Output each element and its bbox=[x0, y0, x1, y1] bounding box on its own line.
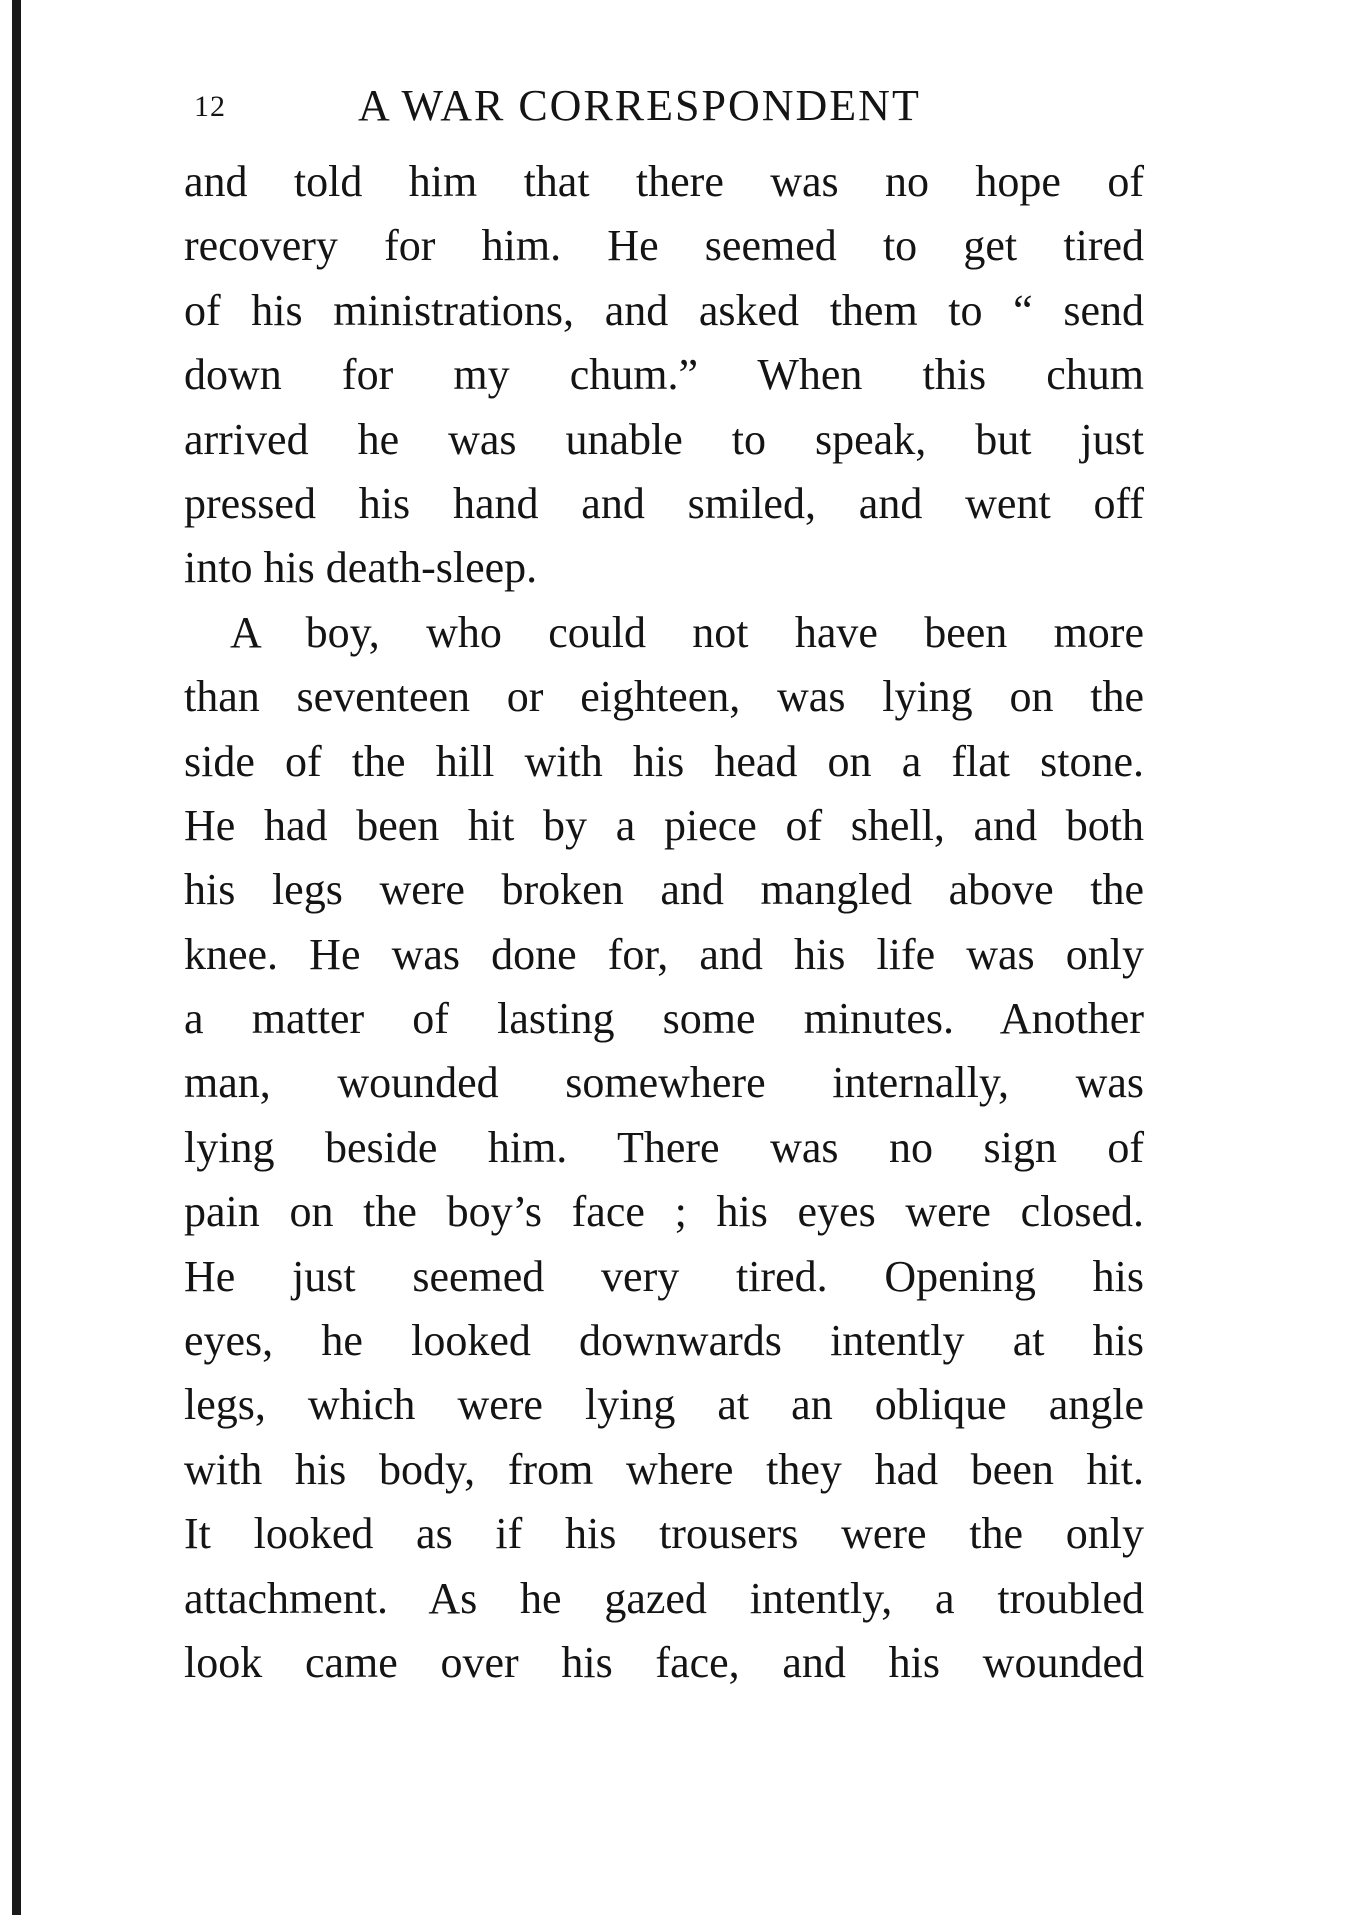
text-line: of his ministrations, and asked them to “ send bbox=[184, 285, 1144, 335]
text-line: recovery for him. He seemed to get tired bbox=[184, 221, 1144, 271]
running-head bbox=[184, 80, 1144, 150]
text-line: It looked as if his trousers were the only bbox=[184, 1509, 1144, 1559]
text-line: legs, which were lying at an oblique angle bbox=[184, 1380, 1144, 1430]
text-line: than seventeen or eighteen, was lying on the bbox=[184, 672, 1144, 722]
text-line: He just seemed very tired. Opening his bbox=[184, 1251, 1144, 1301]
paragraph-end-line: into his death-sleep. bbox=[184, 543, 538, 593]
text-line: side of the hill with his head on a flat stone. bbox=[184, 736, 1144, 786]
text-line: knee. He was done for, and his life was only bbox=[184, 929, 1144, 979]
text-line: a matter of lasting some minutes. Another bbox=[184, 994, 1144, 1044]
page-number: 12 bbox=[194, 90, 226, 123]
text-line: with his body, from where they had been hit. bbox=[184, 1444, 1144, 1494]
paragraph-start-line: A boy, who could not have been more bbox=[230, 607, 1144, 657]
text-line: his legs were broken and mangled above the bbox=[184, 865, 1144, 915]
text-line: pressed his hand and smiled, and went off bbox=[184, 478, 1144, 528]
text-line: He had been hit by a piece of shell, and both bbox=[184, 800, 1144, 850]
text-line: down for my chum.” When this chum bbox=[184, 350, 1144, 400]
text-line: attachment. As he gazed intently, a troubled bbox=[184, 1573, 1144, 1623]
running-title: A WAR CORRESPONDENT bbox=[358, 81, 921, 130]
text-line: lying beside him. There was no sign of bbox=[184, 1122, 1144, 1172]
book-page bbox=[184, 80, 1144, 1695]
text-line: eyes, he looked downwards intently at his bbox=[184, 1316, 1144, 1366]
text-line: look came over his face, and his wounded bbox=[184, 1637, 1144, 1687]
text-line: pain on the boy’s face ; his eyes were closed. bbox=[184, 1187, 1144, 1237]
text-line: man, wounded somewhere internally, was bbox=[184, 1058, 1144, 1108]
text-line: and told him that there was no hope of bbox=[184, 157, 1144, 206]
body-text bbox=[184, 150, 1144, 1695]
binding-edge-line bbox=[12, 0, 21, 1915]
text-line: arrived he was unable to speak, but just bbox=[184, 414, 1144, 464]
